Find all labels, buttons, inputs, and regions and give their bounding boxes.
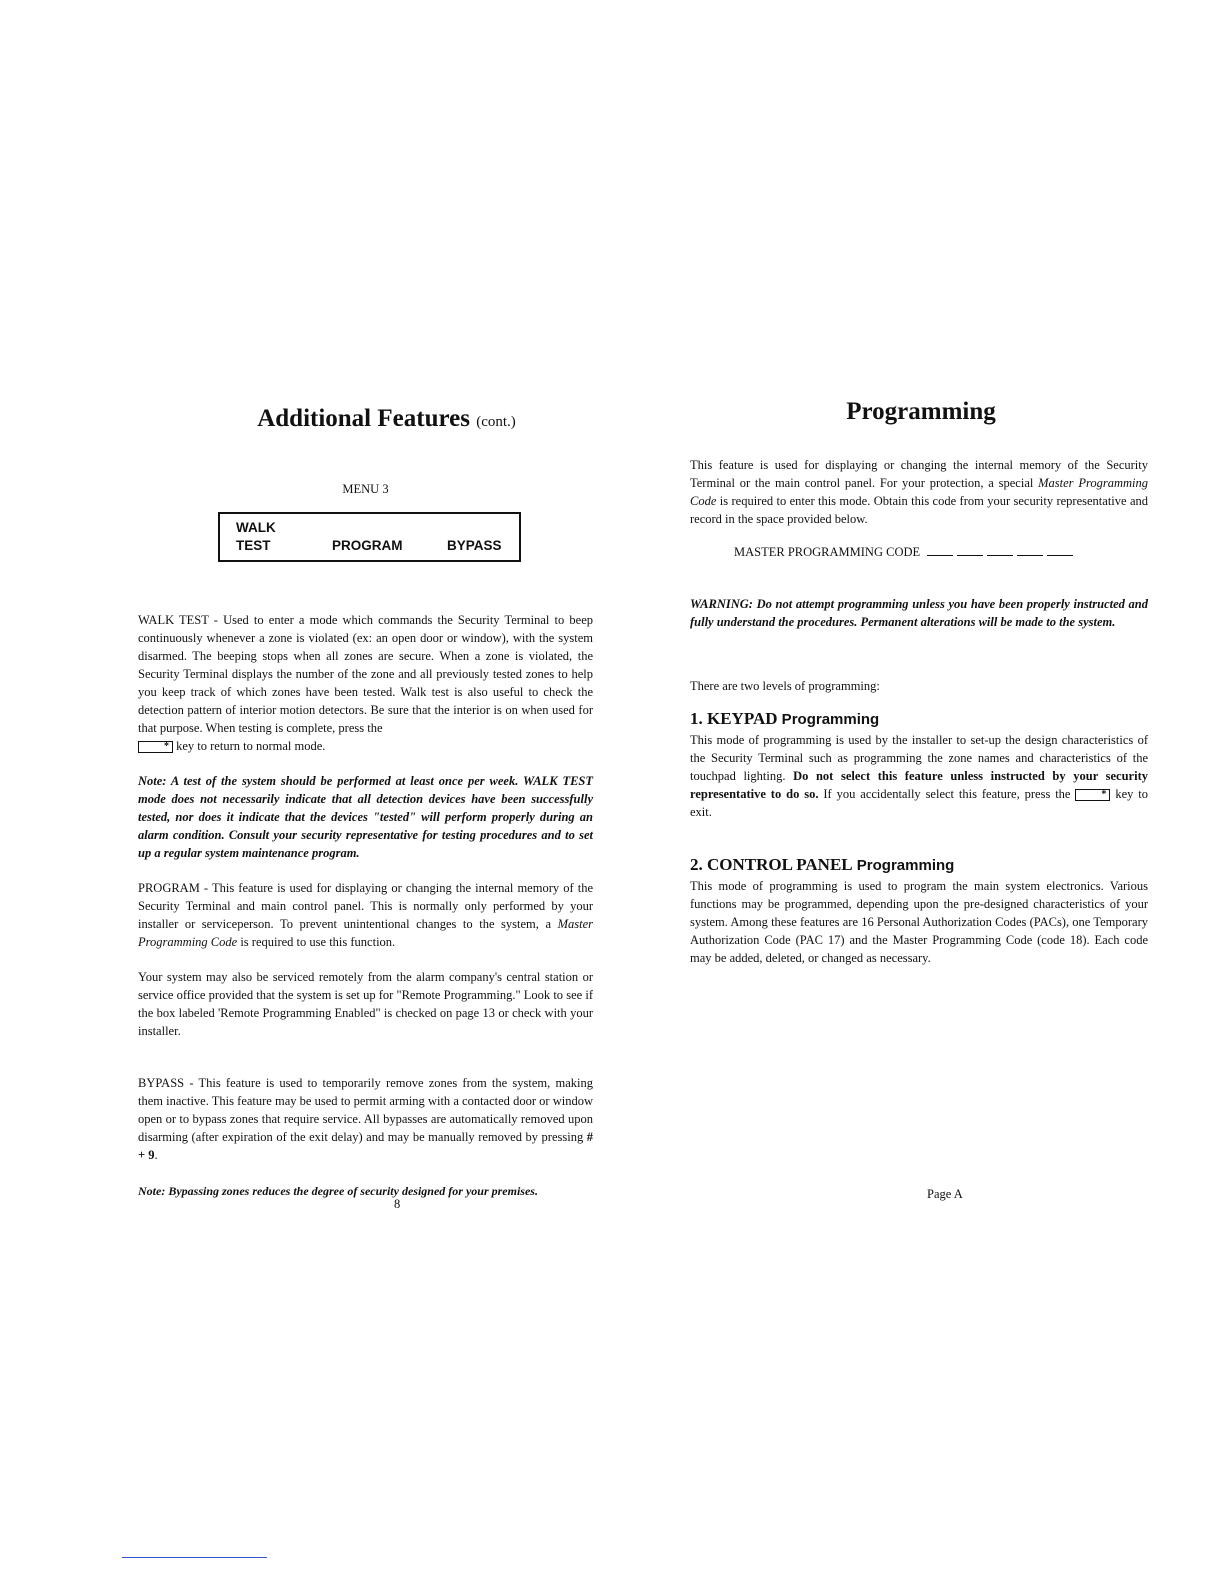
- right-page: [690, 398, 1148, 967]
- menu-item-bypass: BYPASS: [447, 538, 502, 553]
- program-paragraph: PROGRAM - This feature is used for displaying or changing the internal memory of the Security Terminal and main control panel. This is normally only performed by your installer or serviceperson. To prevent unintentional changes to the system, a Master Programming Code is required to use this function.: [138, 881, 593, 949]
- menu-item-test: TEST: [236, 538, 271, 553]
- code-blank: [1047, 543, 1073, 556]
- code-blank: [987, 543, 1013, 556]
- left-page-number: 8: [394, 1197, 401, 1211]
- menu-display: [218, 512, 521, 562]
- keypad-section: [690, 709, 1148, 821]
- control-panel-section-text: This mode of programming is used to program the main system electronics. Various functions may be programmed, depending upon the pre-designed characteristics of your system. Among these features are 16 Personal Authorization Codes (PACs), one Temporary Authorization Code (PAC 17) and the Master Programming Code (code 18). Each code may be added, deleted, or changed as necessary.: [690, 879, 1148, 965]
- bypass-note: Note: Bypassing zones reduces the degree of security designed for your premises.: [138, 1184, 538, 1198]
- levels-intro: There are two levels of programming:: [690, 679, 880, 693]
- master-code-field: MASTER PROGRAMMING CODE: [690, 543, 1148, 561]
- control-panel-section-heading: 2. CONTROL PANEL Programming: [690, 855, 955, 874]
- menu-item-program: PROGRAM: [332, 538, 403, 553]
- control-panel-section: [690, 855, 1148, 967]
- keypad-section-heading: 1. KEYPAD Programming: [690, 709, 880, 728]
- warning-note: WARNING: Do not attempt programming unless you have been properly instructed and fully understand the procedures. Permanent alterations will be made to the system.: [690, 597, 1148, 629]
- star-key-icon: *: [1075, 789, 1110, 801]
- walk-test-paragraph: WALK TEST - Used to enter a mode which commands the Security Terminal to beep continuously whenever a zone is violated (ex: an open door or window), with the system disarmed. The beeping stops when all zones are secure. When a zone is violated, the Security Terminal displays the number of the zone and all previously tested zones to help you keep track of which zones have been tested. Walk test is also useful to check the detection pattern of interior motion detectors. Be sure that the interior is on when used for that purpose. When testing is complete, press the * key to return to normal mode.: [138, 613, 593, 753]
- left-page: [138, 405, 593, 1200]
- code-blank: [927, 543, 953, 556]
- menu-item-walk: WALK: [236, 520, 276, 535]
- right-page-number: Page A: [927, 1187, 963, 1201]
- bypass-paragraph: BYPASS - This feature is used to temporarily remove zones from the system, making them inactive. This feature may be used to permit arming with a contacted door or window open or to bypass zones that require service. All bypasses are automatically removed upon disarming (after expiration of the exit delay) and may be manually removed by pressing # + 9.: [138, 1076, 593, 1162]
- code-blank: [957, 543, 983, 556]
- star-key-icon: *: [138, 741, 173, 753]
- programming-intro: This feature is used for displaying or changing the internal memory of the Security Terminal or the main control panel. For your protection, a special Master Programming Code is required to enter this mode. Obtain this code from your security representative and record in the space provided below.: [690, 458, 1148, 526]
- walk-test-note: Note: A test of the system should be performed at least once per week. WALK TEST mode does not necessarily indicate that all detection devices have been successfully tested, nor does it indicate that the devices "tested" will perform properly during an alarm condition. Consult your security representative for testing procedures and to set up a regular system maintenance program.: [138, 774, 593, 860]
- menu-label: MENU 3: [342, 482, 389, 496]
- code-blank: [1017, 543, 1043, 556]
- footer-link-line: [122, 1557, 267, 1558]
- right-page-title: Programming: [846, 398, 996, 425]
- remote-programming-paragraph: Your system may also be serviced remotely from the alarm company's central station or service office provided that the system is set up for "Remote Programming." Look to see if the box labeled 'Remote Programming Enabled" is checked on page 13 or check with your installer.: [138, 970, 593, 1038]
- keypad-section-text: This mode of programming is used by the installer to set-up the design characteristics of the Security Terminal such as programming the zone names and characteristics of the touchpad lighting. Do not select this feature unless instructed by your security representative to do so. If you accidentally select this feature, press the * key to exit.: [690, 733, 1148, 819]
- left-page-title: Additional Features (cont.): [257, 405, 516, 432]
